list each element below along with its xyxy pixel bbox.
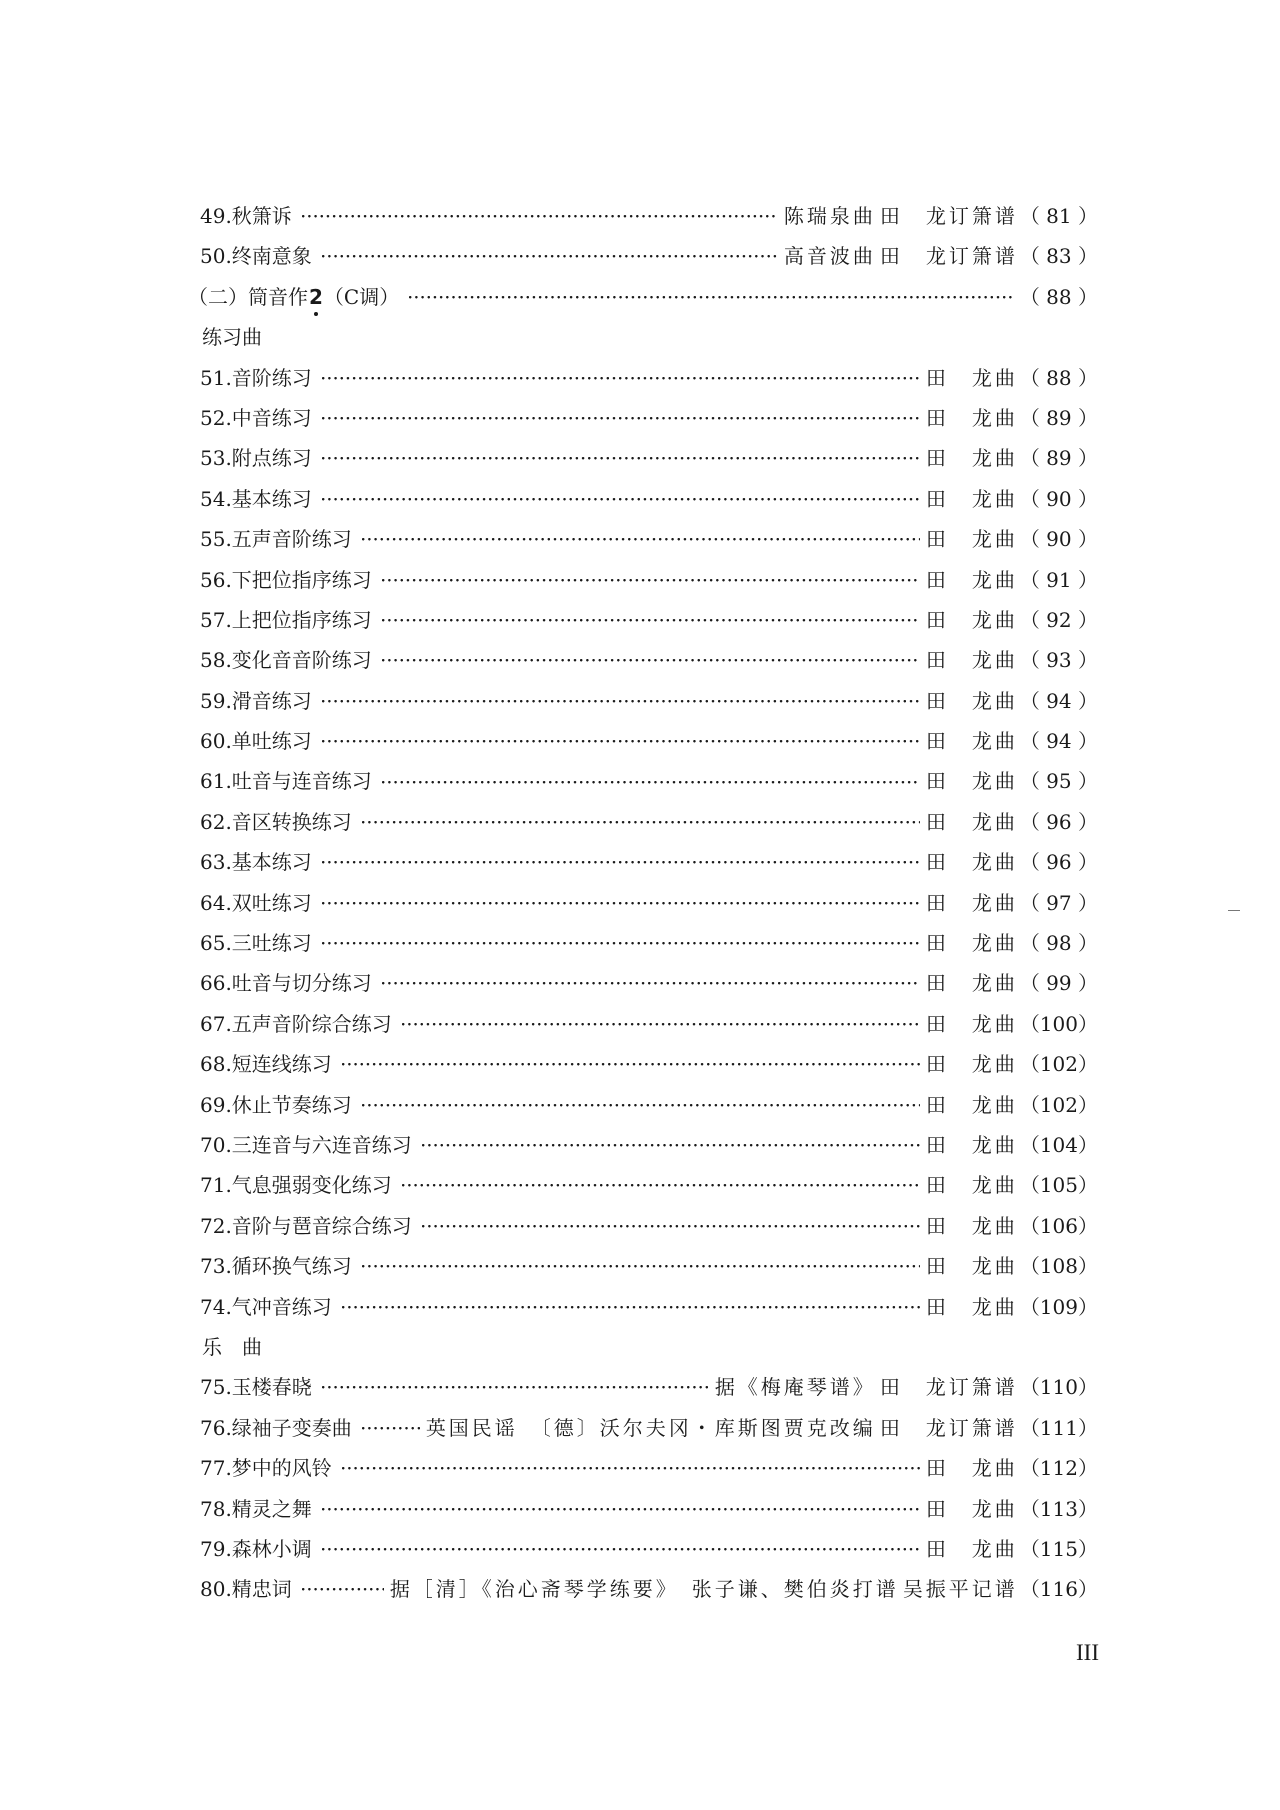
entry-credit: 据《梅庵琴谱》 [714,1375,876,1400]
toc-entry [200,200,1098,240]
entry-title: 51.音阶练习 [200,365,312,390]
entry-title: 61.吐音与连音练习 [200,769,372,794]
entry-author: 田 龙曲 [925,1132,1018,1157]
toc-section [188,281,1098,321]
toc-entry [200,806,1098,846]
page-ref: （ 83 ） [1019,244,1098,269]
entry-credit: 英国民谣 〔德〕沃尔夫冈・库斯图贾克改编 [425,1415,876,1440]
entry-title: 60.单吐练习 [200,729,312,754]
toc-entry [200,967,1098,1007]
dot-leader [322,1534,920,1556]
dot-leader [382,605,920,627]
heading-label: 乐 曲 [202,1334,262,1359]
page-ref: （ 94 ） [1019,729,1098,754]
toc-entry [200,765,1098,805]
section-title-pre: （二）筒音作 [188,284,308,309]
entry-author: 田 龙曲 [925,890,1018,915]
dot-leader [362,1090,920,1112]
toc-entry [200,1169,1098,1209]
dot-leader [322,363,920,385]
entry-author: 田 龙订箫谱 [879,204,1018,228]
toc-entry [200,1089,1098,1129]
toc-entry [200,846,1098,886]
page-ref: （ 96 ） [1019,809,1098,834]
margin-mark [1228,910,1240,911]
dot-leader [382,968,920,990]
entry-title: 74.气冲音练习 [200,1294,332,1319]
entry-title: 72.音阶与琶音综合练习 [200,1213,412,1238]
section-title [188,281,403,310]
entry-title: 63.基本练习 [200,850,312,875]
entry-author: 田 龙曲 [925,527,1018,552]
dot-leader [342,1453,920,1475]
toc-entry [200,564,1098,604]
toc-entry [200,1371,1098,1411]
entry-author: 田 龙曲 [925,607,1018,632]
entry-author: 田 龙曲 [925,1496,1018,1521]
page-ref: （ 90 ） [1019,486,1098,511]
page-ref: （102） [1019,1052,1098,1077]
jianpu-note: 2 [309,284,323,309]
entry-title: 75.玉楼春晓 [200,1375,312,1400]
heading-label: 练习曲 [202,325,262,350]
dot-leader [382,766,920,788]
entry-author: 田 龙曲 [925,1213,1018,1238]
entry-author: 田 龙订箫谱 [879,1415,1018,1440]
page-ref: （111） [1019,1415,1098,1440]
dot-leader [362,524,920,546]
entry-title: 66.吐音与切分练习 [200,971,372,996]
dot-leader [322,686,920,708]
toc-entry [200,523,1098,563]
dot-leader [322,484,920,506]
dot-leader [302,1574,384,1596]
entry-author: 田 龙曲 [925,1294,1018,1319]
dot-leader [402,1009,920,1031]
toc-entry [200,1048,1098,1088]
entry-author: 田 龙曲 [925,1052,1018,1077]
toc-heading [200,1331,1098,1371]
toc-entry [200,927,1098,967]
dot-leader [362,1251,920,1273]
page-ref: （ 99 ） [1019,971,1098,996]
page-ref: （ 96 ） [1019,850,1098,875]
dot-leader [422,1211,920,1233]
dot-leader [342,1049,920,1071]
entry-title: 79.森林小调 [200,1536,312,1561]
page-ref: （ 88 ） [1019,365,1098,390]
entry-title: 80.精忠词 [200,1577,292,1602]
dot-leader [322,1494,920,1516]
entry-title: 56.下把位指序练习 [200,567,372,592]
toc-entry [200,442,1098,482]
page-ref: （ 89 ） [1019,446,1098,471]
toc-entry [200,604,1098,644]
entry-author: 田 龙曲 [925,1011,1018,1036]
entry-title: 67.五声音阶综合练习 [200,1011,392,1036]
entry-author: 田 龙曲 [925,486,1018,511]
page-ref: （102） [1019,1092,1098,1117]
dot-leader [322,726,920,748]
page-ref: （ 81 ） [1019,204,1098,228]
dot-leader [382,565,920,587]
entry-title: 62.音区转换练习 [200,809,352,834]
entry-title: 76.绿袖子变奏曲 [200,1415,352,1440]
page-ref: （108） [1019,1254,1098,1279]
page-ref: （113） [1019,1496,1098,1521]
entry-author: 田 龙曲 [925,1456,1018,1481]
dot-leader [402,1170,920,1192]
page-ref: （ 89 ） [1019,405,1098,430]
page-number: III [1076,1640,1099,1665]
dot-leader [322,241,778,263]
entry-title: 53.附点练习 [200,446,312,471]
entry-author: 田 龙曲 [925,567,1018,592]
toc-entry [200,1452,1098,1492]
page-ref: （104） [1019,1132,1098,1157]
entry-title: 64.双吐练习 [200,890,312,915]
entry-title: 65.三吐练习 [200,931,312,956]
entry-title: 55.五声音阶练习 [200,527,352,552]
toc-entry [200,362,1098,402]
page-ref: （105） [1019,1173,1098,1198]
entry-title: 69.休止节奏练习 [200,1092,352,1117]
dot-leader [362,807,920,829]
page-ref: （ 88 ） [1019,284,1098,309]
toc-entry [200,1008,1098,1048]
entry-credit: 据［清］《治心斋琴学练要》 张子谦、樊伯炎打谱 [389,1577,899,1602]
entry-title: 54.基本练习 [200,486,312,511]
toc-entry [200,402,1098,442]
dot-leader [362,1413,420,1435]
entry-author: 田 龙曲 [925,1092,1018,1117]
toc-entry [200,240,1098,280]
dot-leader [322,847,920,869]
entry-credit: 高音波曲 [783,244,876,269]
entry-author: 田 龙曲 [925,809,1018,834]
toc-entry [200,1210,1098,1250]
entry-title: 73.循环换气练习 [200,1254,352,1279]
entry-author: 田 龙曲 [925,1536,1018,1561]
dot-leader [322,1372,709,1394]
table-of-contents [188,200,1098,1614]
entry-author: 田 龙订箫谱 [879,244,1018,269]
entry-title: 70.三连音与六连音练习 [200,1132,412,1157]
entry-author: 田 龙曲 [925,931,1018,956]
page-ref: （116） [1019,1577,1098,1602]
toc-entry [200,685,1098,725]
entry-author: 田 龙曲 [925,1254,1018,1279]
dot-leader [322,888,920,910]
entry-title: 71.气息强弱变化练习 [200,1173,392,1198]
toc-entry [200,1291,1098,1331]
toc-entry [200,483,1098,523]
entry-title: 68.短连线练习 [200,1052,332,1077]
toc-entry [200,887,1098,927]
entry-title: 57.上把位指序练习 [200,607,372,632]
page-ref: （110） [1019,1375,1098,1400]
page-ref: （ 97 ） [1019,890,1098,915]
page-ref: （ 98 ） [1019,931,1098,956]
page-ref: （112） [1019,1456,1098,1481]
entry-author: 田 龙曲 [925,365,1018,390]
page-ref: （ 92 ） [1019,607,1098,632]
entry-title: 49.秋箫诉 [200,204,292,228]
page-ref: （ 94 ） [1019,688,1098,713]
entry-title: 59.滑音练习 [200,688,312,713]
toc-entry [200,1412,1098,1452]
toc-entry [200,644,1098,684]
dot-leader [409,282,1012,304]
entry-author: 田 龙曲 [925,729,1018,754]
dot-leader [342,1292,920,1314]
entry-author: 田 龙曲 [925,446,1018,471]
entry-author: 田 龙曲 [925,971,1018,996]
dot-leader [322,928,920,950]
dot-leader [302,201,778,223]
page-ref: （106） [1019,1213,1098,1238]
entry-author: 田 龙曲 [925,405,1018,430]
dot-leader [382,645,920,667]
toc-entry [200,1129,1098,1169]
toc-heading [200,321,1098,361]
page-ref: （ 91 ） [1019,567,1098,592]
entry-title: 78.精灵之舞 [200,1496,312,1521]
page-ref: （100） [1019,1011,1098,1036]
entry-author: 田 龙曲 [925,688,1018,713]
toc-entry [200,1573,1098,1613]
entry-credit: 陈瑞泉曲 [783,204,876,228]
entry-title: 77.梦中的风铃 [200,1456,332,1481]
toc-entry [200,1533,1098,1573]
toc-entry [200,725,1098,765]
entry-title: 58.变化音音阶练习 [200,648,372,673]
entry-title: 50.终南意象 [200,244,312,269]
page-ref: （115） [1019,1536,1098,1561]
entry-author: 田 龙订箫谱 [879,1375,1018,1400]
dot-leader [322,403,920,425]
dot-leader [422,1130,920,1152]
page-ref: （ 90 ） [1019,527,1098,552]
entry-author: 田 龙曲 [925,648,1018,673]
toc-entry [200,1250,1098,1290]
entry-title: 52.中音练习 [200,405,312,430]
page-ref: （109） [1019,1294,1098,1319]
page-ref: （ 93 ） [1019,648,1098,673]
toc-entry [200,1493,1098,1533]
section-title-post: （C调） [323,284,400,309]
entry-author: 田 龙曲 [925,850,1018,875]
page-ref: （ 95 ） [1019,769,1098,794]
entry-author: 田 龙曲 [925,769,1018,794]
dot-leader [322,443,920,465]
entry-author: 吴振平记谱 [902,1577,1018,1602]
entry-author: 田 龙曲 [925,1173,1018,1198]
